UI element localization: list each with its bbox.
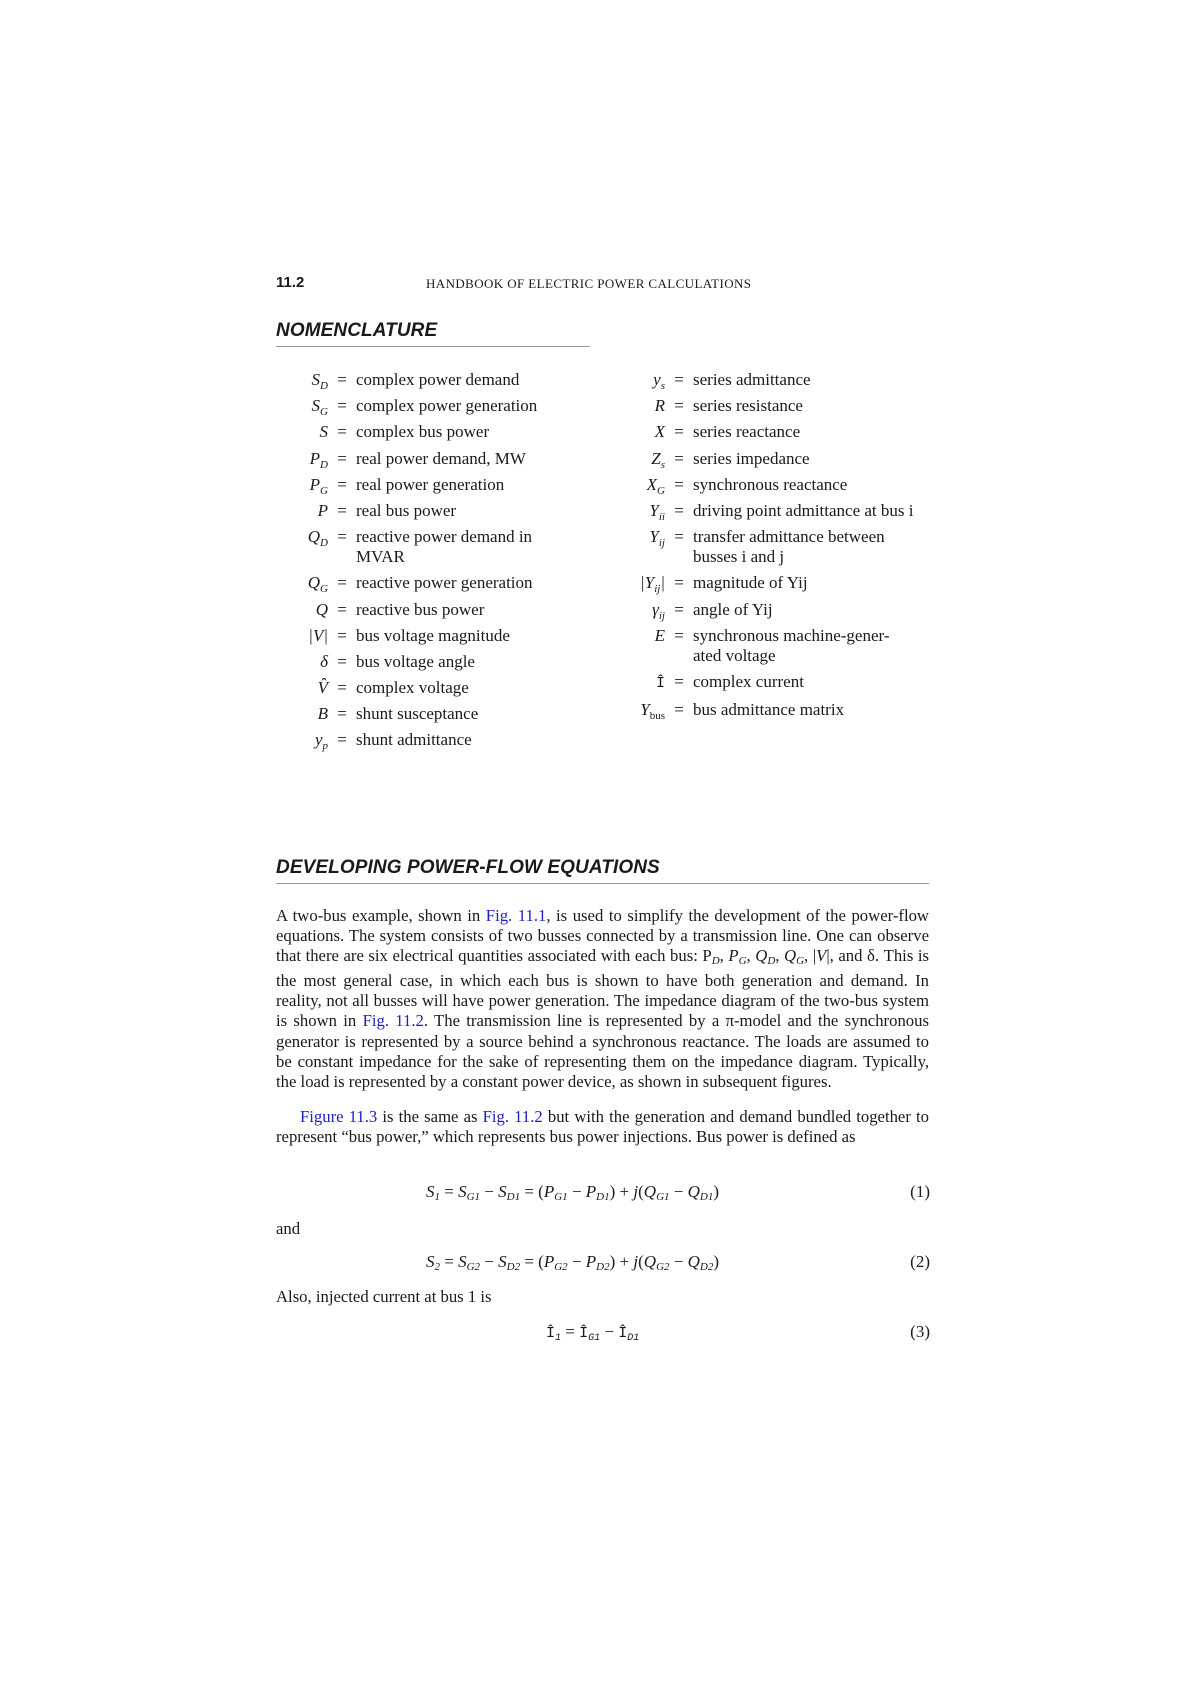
para1-sub-d: D bbox=[711, 955, 720, 968]
nomenclature-symbol: S bbox=[319, 422, 328, 442]
para2-text-b: but with the generation and demand bundled together to represent “bus power,” which represents bus power injections. Bus power is defined as bbox=[276, 1107, 929, 1147]
nomenclature-row bbox=[276, 422, 596, 442]
nomenclature-row bbox=[600, 700, 963, 723]
nomenclature-symbol: $y_p$ bbox=[314, 730, 328, 753]
equation-1-number: (1) bbox=[910, 1182, 930, 1201]
nomenclature-symbol: R bbox=[654, 396, 665, 416]
nomenclature-definition: reactive power generation bbox=[356, 573, 533, 593]
equation-2-number: (2) bbox=[910, 1252, 930, 1271]
nomenclature-definition: complex current bbox=[693, 671, 804, 691]
equals-sign: = bbox=[674, 500, 684, 520]
equals-sign: = bbox=[337, 474, 347, 494]
nomenclature-row bbox=[276, 626, 596, 646]
link-fig-11-1[interactable]: Fig. 11.1 bbox=[485, 906, 547, 925]
nomenclature-symbol: $|Y_{ij}|$ bbox=[640, 573, 665, 596]
nomenclature-definition: series resistance bbox=[693, 396, 803, 416]
nomenclature-definition: complex bus power bbox=[356, 422, 490, 442]
equals-sign: = bbox=[674, 527, 684, 547]
nomenclature-symbol: $P_G$ bbox=[309, 474, 328, 497]
link-fig-11-2-second[interactable]: Fig. 11.2 bbox=[482, 1107, 543, 1126]
nomenclature-symbol: $Z_s$ bbox=[651, 448, 665, 471]
nomenclature-row bbox=[276, 370, 596, 390]
equals-sign: = bbox=[337, 573, 347, 593]
nomenclature-definition: magnitude of Yij bbox=[693, 573, 808, 593]
section-rule bbox=[276, 883, 929, 884]
nomenclature-row bbox=[276, 396, 596, 419]
nomenclature-definition: shunt admittance bbox=[356, 730, 472, 750]
nomenclature-definition: complex power demand bbox=[356, 370, 520, 389]
equals-sign: = bbox=[674, 599, 684, 619]
nomenclature-symbol: $y_s$ bbox=[653, 370, 665, 392]
equals-sign: = bbox=[674, 370, 684, 389]
running-head: HANDBOOK OF ELECTRIC POWER CALCULATIONS bbox=[426, 276, 752, 291]
nomenclature-row bbox=[600, 573, 963, 596]
nomenclature-row bbox=[600, 626, 963, 666]
nomenclature-symbol: $P_D$ bbox=[309, 448, 328, 471]
equals-sign: = bbox=[674, 700, 684, 720]
equals-sign: = bbox=[674, 396, 684, 416]
equals-sign: = bbox=[674, 422, 684, 442]
nomenclature-row bbox=[276, 449, 596, 469]
equals-sign: = bbox=[337, 448, 347, 468]
nomenclature-row bbox=[276, 704, 596, 724]
nomenclature-row bbox=[276, 678, 596, 698]
nomenclature-definition: bus admittance matrix bbox=[693, 700, 845, 720]
nomenclature-rule bbox=[276, 346, 590, 347]
nomenclature-symbol: $X_G$ bbox=[646, 474, 665, 497]
nomenclature-definition: complex voltage bbox=[356, 678, 469, 698]
equals-sign: = bbox=[674, 448, 684, 468]
equation-3-number: (3) bbox=[910, 1322, 930, 1341]
nomenclature-symbol: $Y_{ij}$ bbox=[649, 527, 665, 550]
nomenclature-definition: shunt susceptance bbox=[356, 704, 479, 724]
equation-2: $S_2 = S_{G2} - S_{D2} = (P_{G2} - P_{D2}) + j(Q_{G2} - Q_{D2})$ bbox=[426, 1252, 720, 1273]
nomenclature-row bbox=[276, 600, 596, 620]
equals-sign: = bbox=[674, 671, 684, 691]
nomenclature-symbol: X bbox=[654, 422, 665, 442]
nomenclature-row bbox=[600, 501, 963, 521]
nomenclature-definition: real power demand, MW bbox=[356, 448, 526, 468]
nomenclature-symbol: $S_D$ bbox=[311, 370, 328, 392]
equals-sign: = bbox=[337, 527, 347, 547]
nomenclature-heading: NOMENCLATURE bbox=[276, 320, 438, 341]
equals-sign: = bbox=[337, 599, 347, 619]
nomenclature-definition: transfer admittance between busses i and j bbox=[693, 527, 885, 567]
nomenclature-row bbox=[600, 422, 963, 442]
paragraph-bus-power bbox=[276, 1107, 929, 1147]
equals-sign: = bbox=[337, 370, 347, 389]
nomenclature-symbol: V̂ bbox=[317, 678, 328, 698]
link-fig-11-2[interactable]: Fig. 11.2 bbox=[362, 1011, 424, 1031]
equals-sign: = bbox=[337, 500, 347, 520]
nomenclature-row bbox=[600, 527, 963, 567]
nomenclature-symbol: B bbox=[317, 704, 328, 724]
nomenclature-definition: series admittance bbox=[693, 370, 811, 389]
equals-sign: = bbox=[337, 730, 347, 750]
nomenclature-symbol: E bbox=[654, 625, 665, 645]
equation-1: $S_1 = S_{G1} - S_{D1} = (P_{G1} - P_{D1}) + j(Q_{G1} - Q_{D1})$ bbox=[426, 1182, 720, 1203]
nomenclature-symbol: $S_G$ bbox=[311, 396, 328, 419]
and-text: and bbox=[276, 1219, 301, 1238]
nomenclature-row bbox=[276, 475, 596, 495]
equals-sign: = bbox=[674, 573, 684, 593]
nomenclature-row bbox=[600, 370, 963, 390]
nomenclature-definition: series reactance bbox=[693, 422, 801, 442]
nomenclature-left-column bbox=[276, 370, 596, 757]
para1-text-b: , is used to simplify the development of the power-flow equations. The system consists of two busses connected by a transmission line. One can observe that there are six electrical quantities associated with each bus: P bbox=[276, 906, 929, 966]
para1-text-d: . The transmission line is represented by a π-model and the synchronous generator is represented by a source behind a synchronous reactance. The loads are assumed to be constant impedance for the sake of representing them on the impedance diagram. Typically, the load is represented by a constant power device, as shown in subsequent figures. bbox=[276, 1011, 929, 1091]
nomenclature-row bbox=[276, 730, 596, 753]
nomenclature-row bbox=[600, 449, 963, 469]
nomenclature-definition: reactive power demand in MVAR bbox=[356, 527, 533, 567]
nomenclature-row bbox=[600, 672, 963, 694]
nomenclature-definition: angle of Yij bbox=[693, 599, 773, 619]
nomenclature-row bbox=[600, 600, 963, 620]
nomenclature-definition: reactive bus power bbox=[356, 599, 485, 619]
nomenclature-definition: complex power generation bbox=[356, 396, 538, 416]
nomenclature-symbol: $Q_D$ bbox=[307, 527, 328, 550]
nomenclature-definition: bus voltage angle bbox=[356, 651, 475, 671]
equals-sign: = bbox=[337, 651, 347, 671]
nomenclature-right-column bbox=[600, 370, 963, 726]
nomenclature-symbol: Î bbox=[655, 674, 665, 692]
nomenclature-definition: series impedance bbox=[693, 448, 810, 468]
nomenclature-symbol: P bbox=[317, 500, 328, 520]
also-text: Also, injected current at bus 1 is bbox=[276, 1287, 492, 1306]
nomenclature-row bbox=[276, 501, 596, 521]
nomenclature-definition: bus voltage magnitude bbox=[356, 625, 510, 645]
nomenclature-symbol: |V| bbox=[308, 625, 328, 645]
para2-text-a: is the same as bbox=[377, 1107, 483, 1126]
nomenclature-row bbox=[276, 527, 596, 567]
equals-sign: = bbox=[337, 396, 347, 416]
link-figure-11-3[interactable]: Figure 11.3 bbox=[300, 1107, 378, 1126]
nomenclature-definition: real bus power bbox=[356, 500, 457, 520]
equals-sign: = bbox=[337, 422, 347, 442]
nomenclature-row bbox=[276, 652, 596, 672]
nomenclature-definition: driving point admittance at bus i bbox=[693, 500, 914, 520]
nomenclature-symbol: $Q_G$ bbox=[307, 573, 328, 596]
para1-text-c: This is the most general case, in which each bus is shown to have both generation and demand. In reality, not all busses will have power generation. The impedance diagram of the two-bus system is shown in bbox=[276, 946, 929, 1031]
nomenclature-definition: real power generation bbox=[356, 474, 505, 494]
paragraph-two-bus-example: A two-bus example, shown in Fig. 11.1, is used to simplify the development of the power-flow equations. The system consists of two busses connected by a transmission line. One can observe that there are six electrical quantities associated with each bus: PD, PG, QD, QG, |V|, and δ. This is the most general case, in which each bus is shown to have both generation and demand. In reality, not all busses will have power generation. The impedance diagram of the two-bus system is shown in Fig. 11.2. The transmission line is represented by a π-model and the synchronous generator is represented by a source behind a synchronous reactance. The loads are assumed to be constant impedance for the sake of representing them on the impedance diagram. Typically, the load is represented by a constant power device, as shown in subsequent figures. bbox=[276, 906, 929, 1091]
nomenclature-row bbox=[600, 475, 963, 495]
section-heading-power-flow: DEVELOPING POWER-FLOW EQUATIONS bbox=[276, 857, 660, 878]
page-number: 11.2 bbox=[276, 274, 305, 291]
equals-sign: = bbox=[337, 678, 347, 698]
para1-text-a: A two-bus example, shown in bbox=[276, 906, 486, 925]
nomenclature-symbol: $Y_{ii}$ bbox=[649, 500, 665, 523]
equals-sign: = bbox=[337, 625, 347, 645]
equation-3: $Î_1$ = $Î_{G1}$ − $Î_{D1}$ bbox=[546, 1322, 640, 1344]
nomenclature-symbol: Q bbox=[315, 599, 328, 619]
nomenclature-row bbox=[276, 573, 596, 596]
nomenclature-symbol: $\gamma_{ij}$ bbox=[652, 599, 665, 622]
nomenclature-symbol: δ bbox=[320, 651, 328, 671]
nomenclature-symbol: $Y_{bus}$ bbox=[640, 700, 665, 723]
nomenclature-definition: synchronous machine-gener- ated voltage bbox=[693, 625, 890, 665]
equals-sign: = bbox=[674, 625, 684, 645]
equals-sign: = bbox=[337, 704, 347, 724]
nomenclature-row bbox=[600, 396, 963, 416]
equals-sign: = bbox=[674, 474, 684, 494]
nomenclature-definition: synchronous reactance bbox=[693, 474, 848, 494]
